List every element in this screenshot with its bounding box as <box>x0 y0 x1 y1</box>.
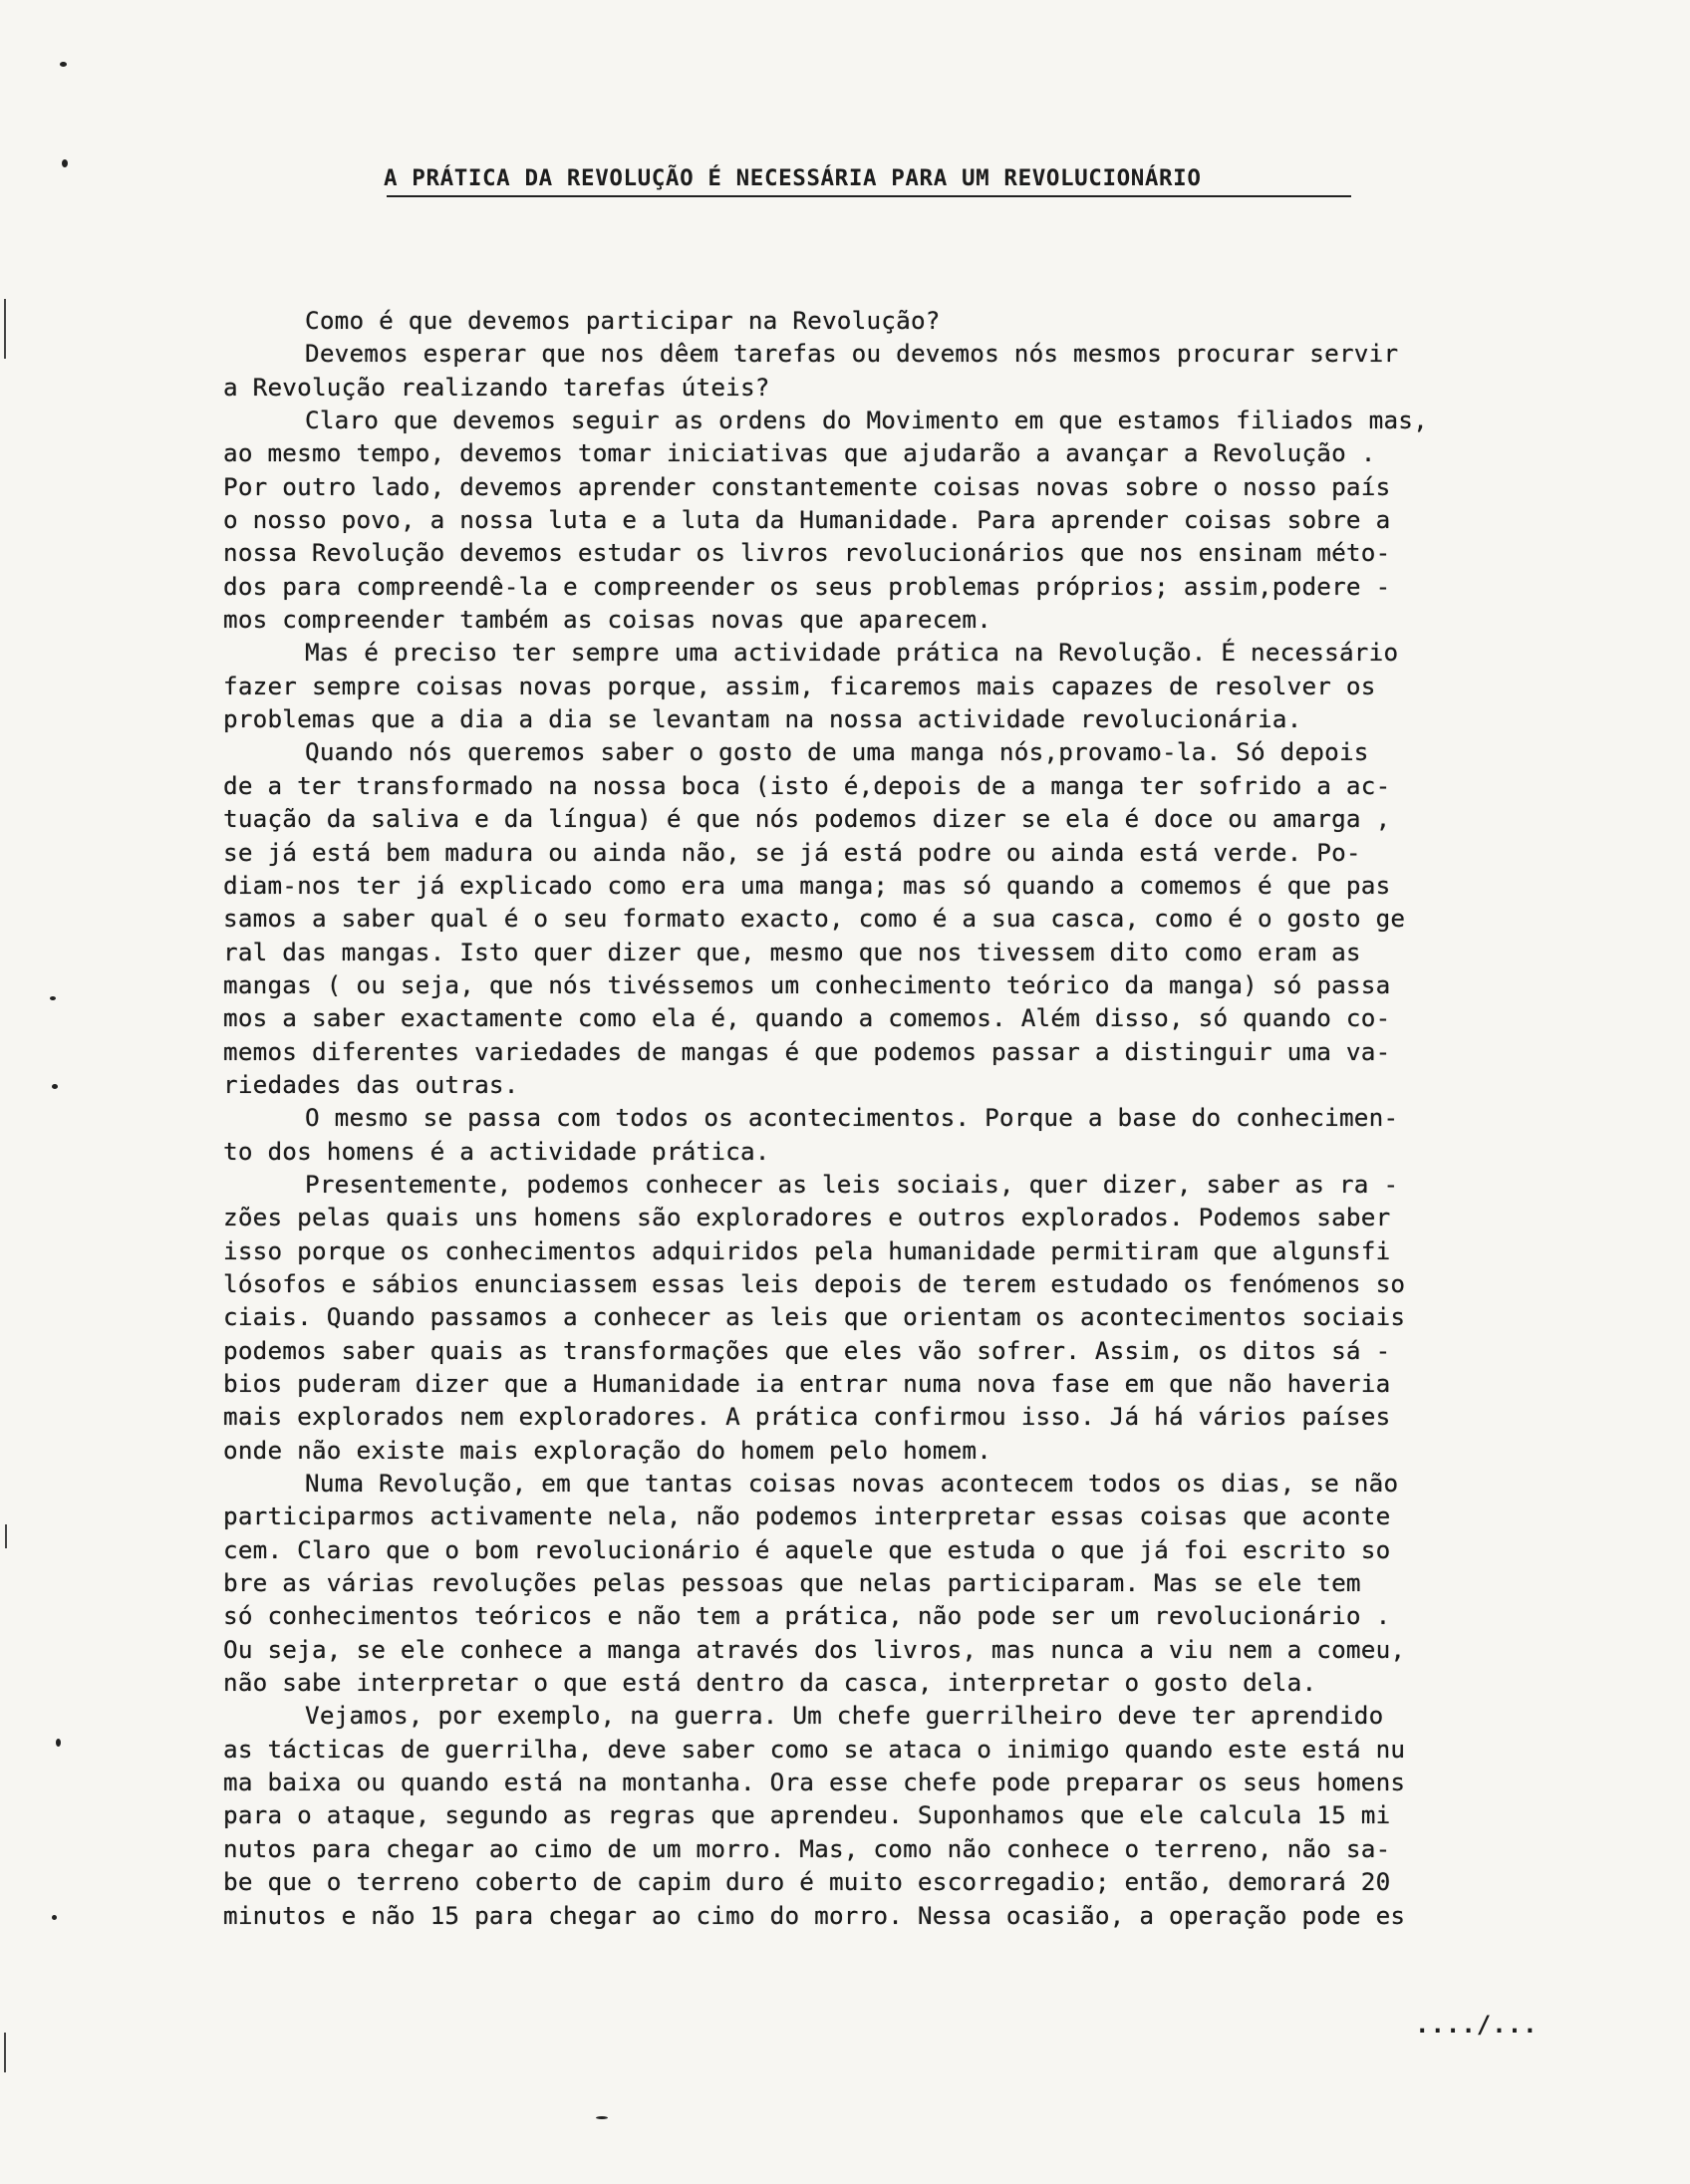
text-line: bios puderam dizer que a Humanidade ia entrar numa nova fase em que não haveria <box>223 1369 1391 1398</box>
text-line: Numa Revolução, em que tantas coisas novas acontecem todos os dias, se não <box>305 1469 1399 1499</box>
scan-edge-mark <box>5 1524 7 1548</box>
scan-speck <box>596 2116 608 2119</box>
scan-edge-mark <box>4 2033 6 2072</box>
text-line: Ou seja, se ele conhece a manga através dos livros, mas nunca a viu nem a comeu, <box>223 1634 1406 1664</box>
scan-speck <box>50 996 56 1000</box>
text-line: mangas ( ou seja, que nós tivéssemos um conhecimento teórico da manga) só passa <box>223 969 1391 999</box>
text-line: Como é que devemos participar na Revolução? <box>305 306 941 335</box>
text-line: Vejamos, por exemplo, na guerra. Um chefe guerrilheiro deve ter aprendido <box>305 1701 1384 1731</box>
text-line: problemas que a dia a dia se levantam na nossa actividade revolucionária. <box>223 704 1302 734</box>
text-line: ao mesmo tempo, devemos tomar iniciativas que ajudarão a avançar a Revolução . <box>223 438 1376 468</box>
text-line: mais explorados nem exploradores. A prática confirmou isso. Já há vários países <box>223 1402 1391 1432</box>
text-line: fazer sempre coisas novas porque, assim, ficaremos mais capazes de resolver os <box>223 671 1376 700</box>
text-line: não sabe interpretar o que está dentro da casca, interpretar o gosto dela. <box>223 1668 1317 1698</box>
scan-speck <box>52 1915 57 1920</box>
continuation-marker: ..../... <box>1415 2011 1539 2039</box>
text-line: nutos para chegar ao cimo de um morro. Mas, como não conhece o terreno, não sa- <box>223 1833 1391 1863</box>
text-line: Por outro lado, devemos aprender constantemente coisas novas sobre o nosso país <box>223 471 1391 501</box>
text-line: ma baixa ou quando está na montanha. Ora esse chefe pode preparar os seus homens <box>223 1768 1406 1797</box>
text-line: nossa Revolução devemos estudar os livros revolucionários que nos ensinam méto- <box>223 538 1391 568</box>
text-line: bre as várias revoluções pelas pessoas que nelas participaram. Mas se ele tem <box>223 1568 1361 1598</box>
text-line: Claro que devemos seguir as ordens do Movimento em que estamos filiados mas, <box>305 406 1428 435</box>
text-line: riedades das outras. <box>223 1069 519 1099</box>
text-line: para o ataque, segundo as regras que aprendeu. Suponhamos que ele calcula 15 mi <box>223 1800 1391 1830</box>
text-line: mos a saber exactamente como ela é, quando a comemos. Além disso, só quando co- <box>223 1003 1391 1033</box>
text-line: be que o terreno coberto de capim duro é muito escorregadio; então, demorará 20 <box>223 1867 1391 1897</box>
text-line: o nosso povo, a nossa luta e a luta da Humanidade. Para aprender coisas sobre a <box>223 505 1391 535</box>
text-line: isso porque os conhecimentos adquiridos pela humanidade permitiram que algunsfi <box>223 1235 1391 1265</box>
text-line: podemos saber quais as transformações que eles vão sofrer. Assim, os ditos sá - <box>223 1335 1391 1365</box>
scan-speck <box>52 1084 58 1089</box>
text-line: se já está bem madura ou ainda não, se já está podre ou ainda está verde. Po- <box>223 837 1361 867</box>
text-line: só conhecimentos teóricos e não tem a prática, não pode ser um revolucionário . <box>223 1601 1391 1631</box>
text-line: O mesmo se passa com todos os acontecimentos. Porque a base do conhecimen- <box>305 1103 1399 1133</box>
text-line: a Revolução realizando tarefas úteis? <box>223 372 770 402</box>
text-line: as tácticas de guerrilha, deve saber como se ataca o inimigo quando este está nu <box>223 1734 1406 1764</box>
text-line: mos compreender também as coisas novas que aparecem. <box>223 605 992 635</box>
text-line: cem. Claro que o bom revolucionário é aquele que estuda o que já foi escrito so <box>223 1534 1391 1564</box>
body-text <box>223 304 1529 1932</box>
text-line: to dos homens é a actividade prática. <box>223 1136 770 1166</box>
scan-edge-mark <box>4 299 6 359</box>
text-line: zões pelas quais uns homens são exploradores e outros explorados. Podemos saber <box>223 1203 1391 1232</box>
text-line: onde não existe mais exploração do homem pelo homem. <box>223 1435 992 1465</box>
text-line: Presentemente, podemos conhecer as leis sociais, quer dizer, saber as ra - <box>305 1169 1399 1199</box>
text-line: tuação da saliva e da língua) é que nós podemos dizer se ela é doce ou amarga , <box>223 804 1391 834</box>
text-line: lósofos e sábios enunciassem essas leis depois de terem estudado os fenómenos so <box>223 1268 1406 1298</box>
scan-speck <box>62 159 68 167</box>
title-underline <box>387 195 1351 197</box>
text-line: participarmos activamente nela, não podemos interpretar essas coisas que aconte <box>223 1502 1391 1531</box>
text-line: memos diferentes variedades de mangas é que podemos passar a distinguir uma va- <box>223 1036 1391 1066</box>
scan-speck <box>56 1739 61 1747</box>
text-line: ciais. Quando passamos a conhecer as leis que orientam os acontecimentos sociais <box>223 1302 1406 1332</box>
scan-speck <box>60 62 67 67</box>
text-line: Quando nós queremos saber o gosto de uma manga nós,provamo-la. Só depois <box>305 737 1369 767</box>
page-title: A PRÁTICA DA REVOLUÇÃO É NECESSÁRIA PARA UM REVOLUCIONÁRIO <box>384 165 1202 191</box>
text-line: diam-nos ter já explicado como era uma manga; mas só quando a comemos é que pas <box>223 870 1391 900</box>
text-line: minutos e não 15 para chegar ao cimo do morro. Nessa ocasião, a operação pode es <box>223 1900 1406 1930</box>
text-line: ral das mangas. Isto quer dizer que, mesmo que nos tivessem dito como eram as <box>223 937 1361 966</box>
text-line: Devemos esperar que nos dêem tarefas ou devemos nós mesmos procurar servir <box>305 339 1399 369</box>
text-line: samos a saber qual é o seu formato exacto, como é a sua casca, como é o gosto ge <box>223 904 1406 934</box>
text-line: dos para compreendê-la e compreender os seus problemas próprios; assim,podere - <box>223 571 1391 601</box>
text-line: Mas é preciso ter sempre uma actividade prática na Revolução. É necessário <box>305 638 1399 668</box>
text-line: de a ter transformado na nossa boca (isto é,depois de a manga ter sofrido a ac- <box>223 770 1391 800</box>
